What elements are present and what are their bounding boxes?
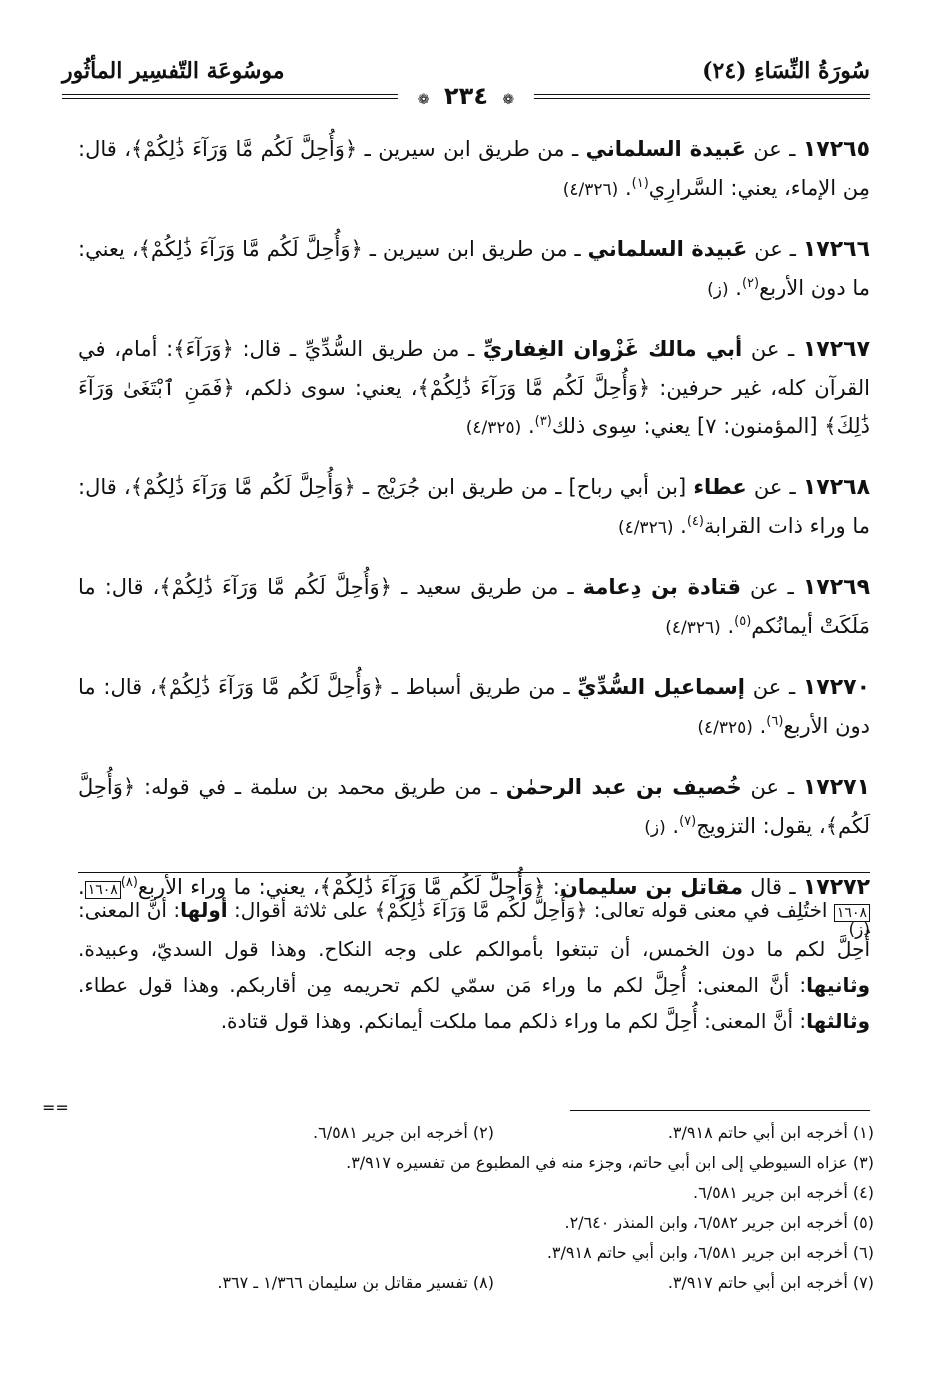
- narration-text: ـ من طريق السُّدِّيِّ ـ قال:: [233, 337, 483, 361]
- narration-text: : أمام، في القرآن كله، غير حرفين: ﴿وَأُحِلَّ لَكُم مَّا وَرَآءَ ذَٰلِكُمْ﴾، يعني: سوى ذلكم، ﴿فَمَنِ ٱبْتَغَىٰ وَرَآءَ ذَٰلِكَ﴾ [المؤمنون: ٧] يعني: سِوى ذلك: [78, 337, 870, 438]
- footnote-row: [74, 1208, 874, 1238]
- narration-entry: [78, 668, 870, 747]
- narration-text: ، قال: ما وراء ذات القرابة: [78, 475, 870, 538]
- narration-text: .: [665, 814, 680, 838]
- surah-title: [702, 58, 870, 84]
- narrations: [78, 130, 870, 955]
- narration-text: ـ من طريق محمد بن سلمة ـ في قوله:: [135, 775, 506, 799]
- narration-entry: [78, 130, 870, 209]
- footnote-marker[interactable]: (٢): [741, 276, 760, 291]
- narration-text: ، قال: مِن الإماء، يعني: السَّرارِي: [78, 137, 870, 200]
- footnote: (٥) أخرجه ابن جرير ٦/٥٨٢، وابن المنذر ٢/٦٤٠.: [564, 1213, 874, 1232]
- narration-text: [بن أبي رباح] ـ من طريق ابن جُرَيْج ـ: [355, 475, 694, 499]
- narration-text: :: [545, 875, 560, 899]
- narration-entry: [78, 768, 870, 847]
- footnote-marker[interactable]: (٤): [686, 514, 704, 529]
- narration-text: ـ قال: [742, 875, 803, 899]
- page-number-value: ٢٣٤: [444, 82, 488, 110]
- quran-quote: ﴿وَأُحِلَّ لَكُم مَّا وَرَآءَ ذَٰلِكُمْ﴾: [159, 575, 392, 599]
- footnote: (٢) أخرجه ابن جرير ٦/٥٨١.: [313, 1123, 494, 1142]
- narration-text: .: [78, 875, 85, 899]
- commentary-text: اختُلِف في معنى قوله تعالى: ﴿وَأُحِلَّ لَكُم مَّا وَرَآءَ ذَٰلِكُمْ﴾ على ثلاثة أقوال:: [227, 898, 834, 922]
- commentary-divider: [78, 872, 870, 873]
- ornament-icon: ❁: [417, 92, 430, 108]
- footnote: (٦) أخرجه ابن جرير ٦/٥٨١، وابن أبي حاتم ٣/٩١٨.: [546, 1243, 874, 1262]
- footnote-marker[interactable]: (٥): [734, 614, 752, 629]
- source-reference: (٤/٣٢٦): [665, 618, 721, 638]
- narration-text: ، قال: ما مَلَكَتْ أيمانُكم: [78, 575, 870, 638]
- book-title: موسُوعَة التّفسِير المأثُور: [62, 58, 285, 84]
- commentary-text: : أنَّ المعنى: أُحِلَّ لكم ما دون الخمس، أن تبتغوا بأموالكم على وجه النكاح. وهذا قول السديّ، وعبيدة.: [78, 898, 870, 961]
- narration-text: .: [673, 514, 687, 538]
- source-reference: (ز): [707, 280, 729, 300]
- source-reference: (٤/٣٢٦): [562, 180, 619, 200]
- narration-text: ـ عن: [742, 337, 803, 361]
- narration-number: ١٧٢٦٦: [802, 237, 870, 262]
- narrator-name: عَبيدة السلماني: [587, 237, 748, 261]
- narration-number: ١٧٢٧١: [802, 775, 870, 800]
- quran-quote: ﴿وَأُحِلَّ لَكُم مَّا وَرَآءَ ذَٰلِكُمْ﴾: [130, 475, 356, 499]
- footnote-row: [74, 1268, 874, 1298]
- quran-quote: ﴿وَأُحِلَّ لَكُم﴾: [78, 775, 870, 838]
- quran-quote: ﴿وَأُحِلَّ لَكُم مَّا وَرَآءَ ذَٰلِكُمْ﴾: [156, 675, 385, 699]
- footnote-marker[interactable]: (١): [631, 176, 649, 191]
- commentary-number: ١٦٠٨: [834, 904, 870, 922]
- commentary-link-box[interactable]: ١٦٠٨: [85, 881, 121, 899]
- ornament-icon: ❁: [502, 92, 515, 108]
- footnote: (٣) عزاه السيوطي إلى ابن أبي حاتم، وجزء منه في المطبوع من تفسيره ٣/٩١٧.: [346, 1153, 874, 1172]
- footnote-marker[interactable]: (٣): [534, 414, 552, 429]
- narrator-name: عطاء: [693, 475, 747, 499]
- narration-text: .: [728, 276, 742, 300]
- verse-number: (٢٤): [702, 58, 747, 84]
- commentary-label: أولها: [180, 898, 228, 922]
- commentary-box: [78, 892, 870, 1039]
- footnote-marker[interactable]: (٧): [679, 814, 697, 829]
- narration-text: ـ عن: [741, 775, 803, 799]
- narration-text: ، قال: ما دون الأربع: [78, 675, 870, 738]
- footnote-row: [74, 1178, 874, 1208]
- narration-number: ١٧٢٦٨: [802, 475, 870, 500]
- footnote-marker[interactable]: (٨): [120, 875, 138, 890]
- narration-number: ١٧٢٧٢: [802, 875, 870, 900]
- narration-entry: [78, 568, 870, 647]
- footnote-row: [74, 1238, 874, 1268]
- commentary-label: وثانيها: [806, 973, 870, 997]
- narration-text: ، يقول: التزويج: [696, 814, 826, 838]
- narration-number: ١٧٢٦٩: [802, 575, 870, 600]
- narration-text: .: [521, 414, 535, 438]
- narration-text: .: [618, 176, 632, 200]
- narration-text: .: [752, 714, 767, 738]
- footnotes: [74, 1118, 874, 1298]
- narrator-name: مقاتل بن سليمان: [559, 875, 743, 899]
- narration-text: ـ من طريق ابن سيرين ـ: [357, 137, 586, 161]
- narration-text: ، يعني: ما وراء الأربع: [137, 875, 320, 899]
- narrator-name: قتادة بن دِعامة: [582, 575, 741, 599]
- narration-text: ـ من طريق أسباط ـ: [384, 675, 578, 699]
- source-reference: (٤/٣٢٥): [697, 718, 753, 738]
- narrator-name: خُصيف بن عبد الرحمٰن: [505, 775, 742, 799]
- narration-text: ـ من طريق سعيد ـ: [392, 575, 583, 599]
- footnote-row: [74, 1148, 874, 1178]
- footnote: (٧) أخرجه ابن أبي حاتم ٣/٩١٧.: [667, 1273, 874, 1292]
- narrator-name: عَبيدة السلماني: [585, 137, 746, 161]
- footnote-rule: [570, 1110, 870, 1111]
- narration-text: .: [720, 614, 735, 638]
- narration-text: ـ عن: [746, 475, 803, 499]
- narration-text: ـ عن: [740, 575, 803, 599]
- source-reference: (ز): [644, 818, 666, 838]
- source-reference: (٤/٣٢٥): [465, 418, 522, 438]
- footnote-row: [74, 1118, 874, 1148]
- surah-name: سُورَةُ النِّسَاءِ: [754, 58, 870, 84]
- narration-text: ـ عن: [744, 675, 803, 699]
- footnote: (٤) أخرجه ابن جرير ٦/٥٨١.: [693, 1183, 874, 1202]
- quran-quote: ﴿وَأُحِلَّ لَكُم مَّا وَرَآءَ ذَٰلِكُمْ﴾: [131, 137, 358, 161]
- footnote: (٨) تفسير مقاتل بن سليمان ١/٣٦٦ ـ ٣٦٧.: [217, 1273, 494, 1292]
- narration-text: ، يعني: ما دون الأربع: [78, 237, 870, 300]
- quran-quote: ﴿وَرَآءَ﴾: [173, 337, 234, 361]
- commentary-text: : أنَّ المعنى: أُحِلَّ لكم ما وراء مَن سمّي لكم تحريمه مِن أقاربكم. وهذا قول عطاء.: [78, 973, 807, 997]
- footnote: (١) أخرجه ابن أبي حاتم ٣/٩١٨.: [667, 1123, 874, 1142]
- narration-number: ١٧٢٧٠: [802, 675, 871, 700]
- narrator-name: أبي مالك غَزْوان الغِفاريِّ: [482, 337, 743, 361]
- narration-entry: [78, 330, 870, 447]
- narration-text: ـ عن: [747, 237, 803, 261]
- quran-quote: ﴿وَأُحِلَّ لَكُم مَّا وَرَآءَ ذَٰلِكُمْ﴾: [138, 237, 363, 261]
- narration-text: ـ من طريق ابن سيرين ـ: [362, 237, 588, 261]
- narration-entry: [78, 468, 870, 547]
- page-number: [398, 82, 534, 110]
- continuation-mark: ==: [42, 1098, 69, 1117]
- source-reference: (٤/٣٢٦): [617, 518, 674, 538]
- quran-quote: ﴿وَأُحِلَّ لَكُم مَّا وَرَآءَ ذَٰلِكُمْ﴾: [319, 875, 546, 899]
- source-reference: (ز): [848, 920, 870, 940]
- footnote-marker[interactable]: (٦): [766, 714, 784, 729]
- commentary-text: : أنَّ المعنى: أُحِلَّ لكم ما وراء ذلكم مما ملكت أيمانكم. وهذا قول قتادة.: [220, 1009, 807, 1033]
- running-header: [62, 52, 870, 110]
- narration-text: ـ عن: [745, 137, 803, 161]
- narration-entry: [78, 230, 870, 309]
- narration-number: ١٧٢٦٧: [802, 337, 871, 362]
- narration-number: ١٧٢٦٥: [802, 137, 870, 162]
- commentary-label: وثالثها: [806, 1009, 870, 1033]
- narrator-name: إسماعيل السُّدِّيِّ: [577, 675, 745, 699]
